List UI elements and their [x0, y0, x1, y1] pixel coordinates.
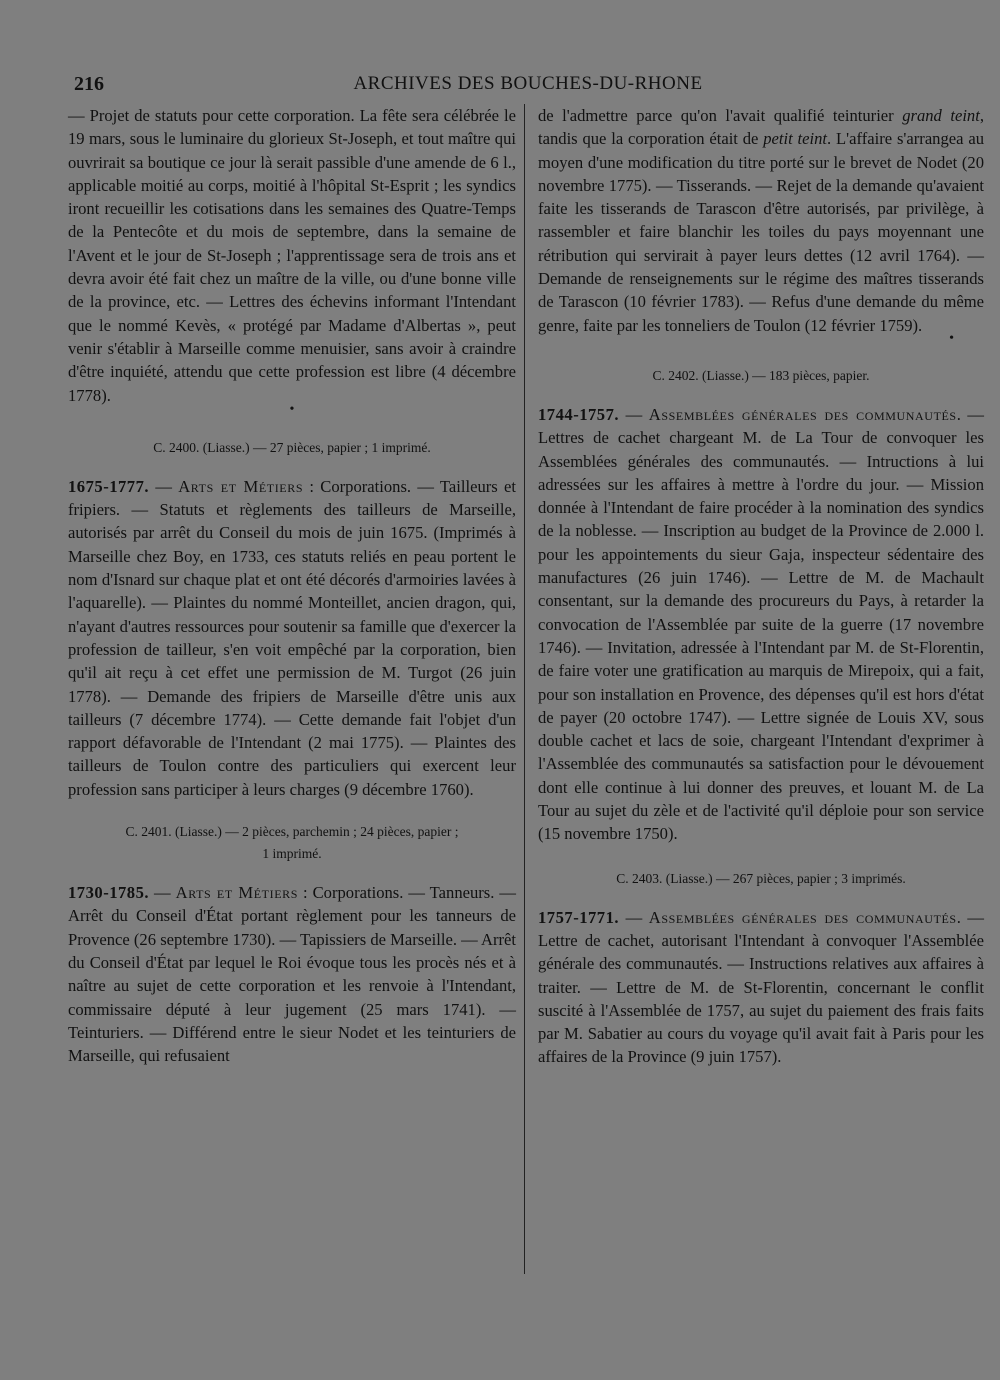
entry-text: . — Lettre de cachet, autorisant l'Intendant à convoquer l'Assemblée générale des communautés. — Instructions relatives aux affaires à traiter. — Lettre de M. de St-Florentin, concernant le conflit suscité à l'Assemblée de 1757, au sujet du paiement des frais faits par M. Sabatier au cours du voyage qu'il avait fait à Paris pour les affaires de la Province (9 juin 1757).	[538, 907, 984, 1067]
cote-c2402: C. 2402. (Liasse.) — 183 pièces, papier.	[652, 367, 870, 383]
entry-heading: Arts et Métiers	[175, 883, 298, 903]
continuation-paragraph: — Projet de statuts pour cette corporation. La fête sera célébrée le 19 mars, sous le luminaire du glorieux St-Joseph, et tout maître qui ouvrirait sa boutique ce jour là serait passible d'une amende de 6 l., applicable moitié au corps, moitié à l'hôpital St-Esprit ; les syndics iront recueillir les cotisations dans les semaines des Quatre-Temps de la Pentecôte et du mois de septembre, dans la semaine de l'Avent et le jour de St-Joseph ; l'apprentissage sera de trois ans et devra avoir été fait chez un maître de la ville, ou d'une bonne ville de la province, etc. — Lettres des échevins informant l'Intendant que le nommé Kevès, « protégé par Madame d'Albertas », peut venir s'établir à Marseille comme menuisier, sans avoir à craindre d'être inquiété, attendu que cette profession est libre (4 décembre 1778).	[68, 106, 516, 405]
entry-text: . — Lettres de cachet chargeant M. de La Tour de convoquer les Assemblées générales des communautés. — Intructions à lui adressées sur les affaires à mettre à l'ordre du jour. — Mission donnée à l'Intendant de faire procéder à la nomination des syndics de la noblesse. — Inscription au budget de la Province de 2.000 l. pour les appointements du sieur Gaja, inspecteur sédentaire des manufactures (26 juin 1746). — Lettre de M. de Machault consentant, sur la demande des procureurs du Pays, à retarder la convocation de l'Assemblée par suite de la guerre (17 novembre 1746). — Invitation, adressée à l'Intendant par M. de St-Florentin, de faire voter une gratification au marquis de Mirepoix, qui a fait, pour son installation en Provence, des dépenses qu'il est hors d'état de payer (20 octobre 1747). — Lettre signée de Louis XV, sous double cachet et lacs de soie, chargeant l'Intendant d'exprimer à l'Assemblée des communautés sa satisfaction pour le dévouement dont elle continue à lui donner des preuves, et louant M. de La Tour au sujet du zèle et de l'activité qu'il déploie pour son service (15 novembre 1750).	[538, 404, 984, 844]
cote-c2400: C. 2400. (Liasse.) — 27 pièces, papier ; 1 imprimé.	[153, 439, 431, 455]
entry-c2403: 1757-1771. — Assemblées générales des communautés. — Lettre de cachet, autorisant l'Intendant à convoquer l'Assemblée générale des communautés. — Instructions relatives aux affaires à traiter. — Lettre de M. de St-Florentin, concernant le conflit suscité à l'Assemblée de 1757, au sujet du paiement des frais faits par M. Sabatier au cours du voyage qu'il avait fait à Paris pour les affaires de la Province (9 juin 1757).	[538, 907, 984, 1067]
page-number: 216	[74, 73, 104, 95]
running-title: ARCHIVES DES BOUCHES-DU-RHONE	[353, 73, 703, 94]
continuation-text: , tandis que la corporation était de	[538, 106, 984, 149]
cote-c2401	[68, 821, 516, 865]
continuation-text: de l'admettre parce qu'on l'avait qualifié teinturier	[538, 106, 903, 125]
italic-term: petit teint	[763, 129, 828, 149]
right-column	[538, 104, 984, 1069]
italic-term: grand teint	[902, 106, 980, 125]
page-header	[74, 73, 982, 101]
separator-dot: •	[289, 401, 295, 417]
cote-line: C. 2401. (Liasse.) — 2 pièces, parchemin ; 24 pièces, papier ;	[125, 824, 459, 840]
entry-c2401: 1730-1785. — Arts et Métiers : Corporations. — Tanneurs. — Arrêt du Conseil d'État portant règlement pour les tanneurs de Provence (26 septembre 1730). — Tapissiers de Marseille. — Arrêt du Conseil d'État par lequel le Roi évoque tous les procès nés et à naître au sujet de cette corporation et les renvoie à l'Intendant, commissaire député à leur jugement (25 mars 1741). — Teinturiers. — Différend entre le sieur Nodet et les teinturiers de Marseille, qui refusaient	[68, 883, 517, 1066]
entry-date: 1730-1785.	[68, 883, 150, 903]
entry-c2400: 1675-1777. — Arts et Métiers : Corporations. — Tailleurs et fripiers. — Statuts et règlements des tailleurs de Marseille, autorisés par arrêt du Conseil du mois de juin 1675. (Imprimés à Marseille chez Boy, en 1733, ces statuts reliés en peau portent le nom d'Isnard sur chaque plat et ont été décorés d'armoiries lavées à l'aquarelle). — Plaintes du nommé Monteillet, ancien dragon, qui, n'ayant d'autres ressources pour soutenir sa famille que d'exercer la profession de tailleur, s'en voit empêché par la corporation, bien qu'il ait reçu à cet effet une permission de M. Turgot (26 juin 1778). — Demande des fripiers de Marseille d'être unis aux tailleurs (7 décembre 1774). — Cette demande fait l'objet d'un rapport défavorable de l'Intendant (2 mai 1775). — Plaintes des tailleurs de Toulon contre des particuliers qui exercent leur profession sans participer à leurs charges (9 décembre 1760).	[68, 476, 516, 799]
entry-heading: Arts et Métiers	[178, 476, 304, 496]
entry-date: 1757-1771.	[538, 907, 620, 927]
entry-heading: Assemblées générales des communautés	[648, 907, 957, 927]
column-divider	[524, 104, 525, 1274]
entry-text: : Corporations. — Tailleurs et fripiers. — Statuts et règlements des tailleurs de Marseille, autorisés par arrêt du Conseil du mois de juin 1675. (Imprimés à Marseille chez Boy, en 1733, ces statuts reliés en peau portent le nom d'Isnard sur chaque plat et ont été décorés d'armoiries lavées à l'aquarelle). — Plaintes du nommé Monteillet, ancien dragon, qui, n'ayant d'autres ressources pour soutenir sa famille que d'exercer la profession de tailleur, s'en voit empêché par la corporation, bien qu'il ait reçu à cet effet une permission de M. Turgot (26 juin 1778). — Demande des fripiers de Marseille d'être unis aux tailleurs (7 décembre 1774). — Cette demande fait l'objet d'un rapport défavorable de l'Intendant (2 mai 1775). — Plaintes des tailleurs de Toulon contre des particuliers qui exercent leur profession sans participer à leurs charges (9 décembre 1760).	[68, 476, 516, 799]
left-column	[68, 104, 516, 1067]
cote-c2403: C. 2403. (Liasse.) — 267 pièces, papier ; 3 imprimés.	[616, 870, 906, 886]
entry-heading: Assemblées générales des communautés	[648, 404, 957, 424]
entry-date: 1744-1757.	[538, 404, 620, 424]
separator-dot: •	[949, 330, 954, 346]
entry-date: 1675-1777.	[68, 476, 150, 496]
continuation-text: . L'affaire s'arrangea au moyen d'une modification du titre porté sur le brevet de Nodet (20 novembre 1775). — Tisserands. — Rejet de la demande qu'avaient faite les tisserands de Tarascon d'être autorisés, par privilège, à rassembler et faire blanchir les toiles du pays moyennant une rétribution qui servirait à payer leurs dettes (12 avril 1764). — Demande de renseignements sur le régime des maîtres tisserands de Tarascon (10 février 1783). — Refus d'une demande du même genre, faite par les tonneliers de Toulon (12 février 1759).	[538, 129, 984, 335]
continuation-paragraph	[538, 104, 984, 337]
entry-text: : Corporations. — Tanneurs. — Arrêt du Conseil d'État portant règlement pour les tanneurs de Provence (26 septembre 1730). — Tapissiers de Marseille. — Arrêt du Conseil d'État par lequel le Roi évoque tous les procès nés et à naître au sujet de cette corporation et les renvoie à l'Intendant, commissaire député à leur jugement (25 mars 1741). — Teinturiers. — Différend entre le sieur Nodet et les teinturiers de Marseille, qui refusaient	[68, 883, 517, 1066]
cote-line: 1 imprimé.	[262, 846, 322, 862]
entry-c2402: 1744-1757. — Assemblées générales des communautés. — Lettres de cachet chargeant M. de La Tour de convoquer les Assemblées générales des communautés. — Intructions à lui adressées sur les affaires à mettre à l'ordre du jour. — Mission donnée à l'Intendant de faire procéder à la nomination des syndics de la noblesse. — Inscription au budget de la Province de 2.000 l. pour les appointements du sieur Gaja, inspecteur sédentaire des manufactures (26 juin 1746). — Lettre de M. de Machault consentant, sur la demande des procureurs du Pays, à retarder la convocation de l'Assemblée par suite de la guerre (17 novembre 1746). — Invitation, adressée à l'Intendant par M. de St-Florentin, de faire voter une gratification au marquis de Mirepoix, qui a fait, pour son installation en Provence, des dépenses qu'il est hors d'état de payer (20 octobre 1747). — Lettre signée de Louis XV, sous double cachet et lacs de soie, chargeant l'Intendant d'exprimer à l'Assemblée des communautés sa satisfaction pour le dévouement dont elle continue à lui donner des preuves, et louant M. de La Tour au sujet du zèle et de l'activité qu'il déploie pour son service (15 novembre 1750).	[538, 404, 984, 844]
